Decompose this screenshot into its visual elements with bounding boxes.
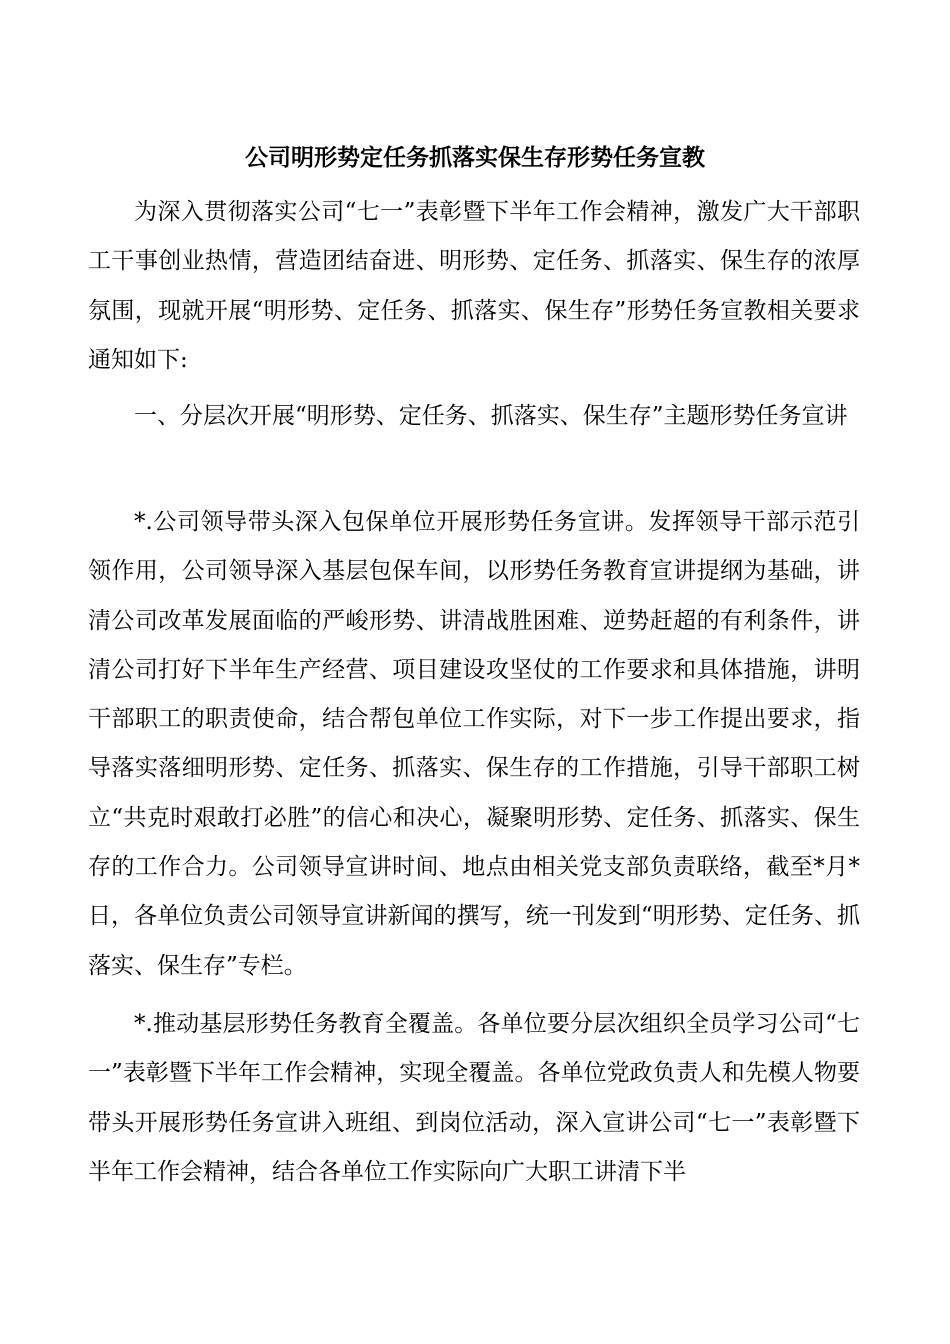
item-paragraph-2: *.推动基层形势任务教育全覆盖。各单位要分层次组织全员学习公司“七一”表彰暨下半年工作会精神，实现全覆盖。各单位党政负责人和先模人物要带头开展形势任务宣讲入班组、到岗位活动，深入宣讲公司“七一”表彰暨下半年工作会精神，结合各单位工作实际向广大职工讲清下半 <box>88 1011 860 1185</box>
document-title: 公司明形势定任务抓落实保生存形势任务宣教 <box>245 145 705 171</box>
section-heading-1: 一、分层次开展“明形势、定任务、抓落实、保生存”主题形势任务宣讲 <box>134 403 848 429</box>
intro-paragraph: 为深入贯彻落实公司“七一”表彰暨下半年工作会精神，激发广大干部职工干事创业热情，营造团结奋进、明形势、定任务、抓落实、保生存的浓厚氛围，现就开展“明形势、定任务、抓落实、保生存”形势任务宣教相关要求通知如下: <box>88 199 860 373</box>
item-paragraph-1: *.公司领导带头深入包保单位开展形势任务宣讲。发挥领导干部示范引领作用，公司领导深入基层包保车间，以形势任务教育宣讲提纲为基础，讲清公司改革发展面临的严峻形势、讲清战胜困难、逆势赶超的有利条件，讲清公司打好下半年生产经营、项目建设攻坚仗的工作要求和具体措施，讲明干部职工的职责使命，结合帮包单位工作实际，对下一步工作提出要求，指导落实落细明形势、定任务、抓落实、保生存的工作措施，引导干部职工树立“共克时艰敢打必胜”的信心和决心，凝聚明形势、定任务、抓落实、保生存的工作合力。公司领导宣讲时间、地点由相关党支部负责联络，截至*月*日，各单位负责公司领导宣讲新闻的撰写，统一刊发到“明形势、定任务、抓落实、保生存”专栏。 <box>88 509 860 979</box>
